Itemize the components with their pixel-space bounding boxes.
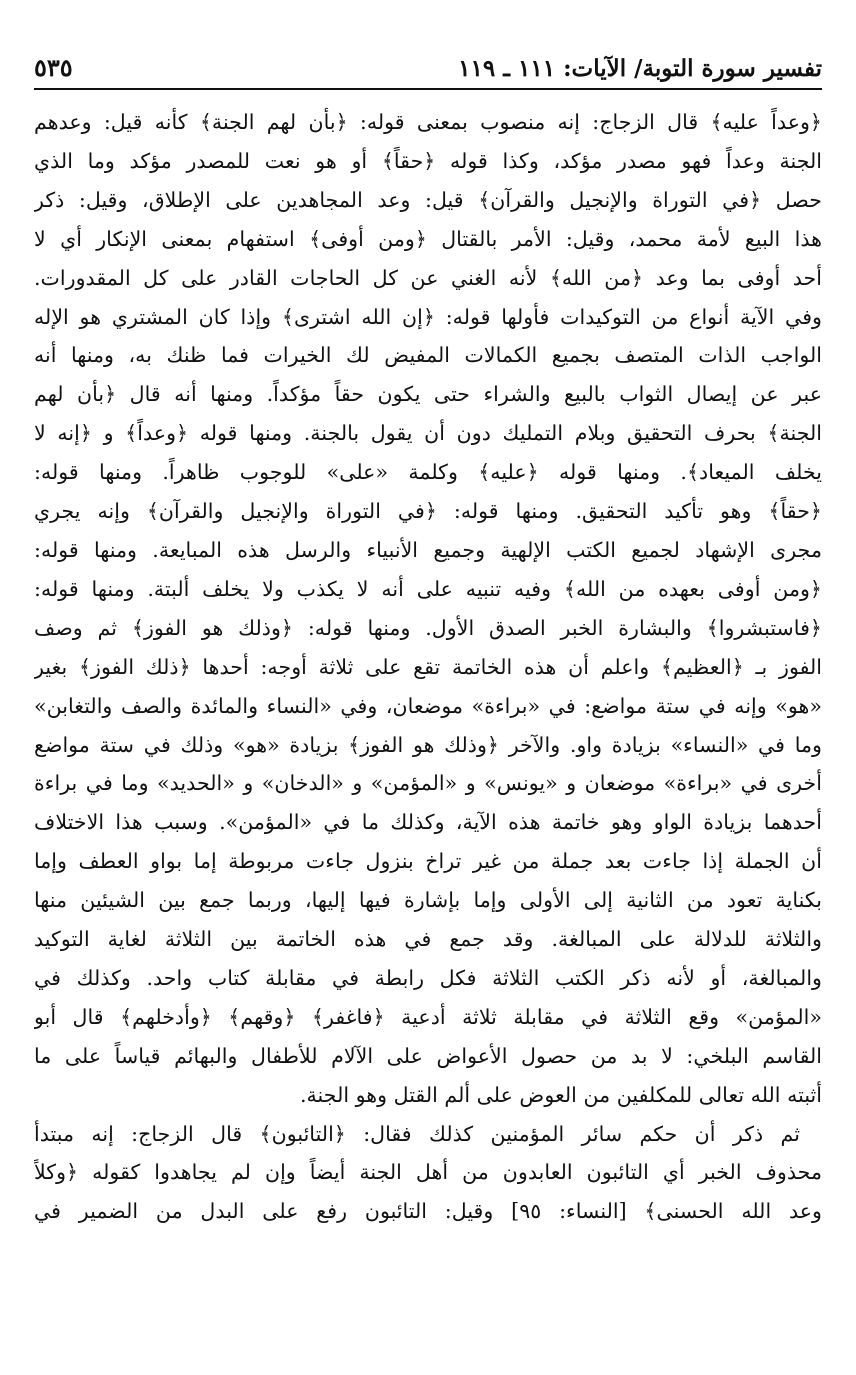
text-line: الجنة﴾ بحرف التحقيق وبلام التمليك دون أن يقول بالجنة. ومنها قوله ﴿وعداً﴾ و ﴿إنه لا [34,421,822,446]
text-line: والمبالغة، أو لأنه ذكر الكتب الثلاثة فكل رابطة في مقابلة كتاب واحد. وكذلك في [34,965,822,990]
paragraph-end-line: أثبته الله تعالى للمكلفين من العوض على ألم القتل وهو الجنة. [299,1082,822,1107]
text-line: ﴿حقاً﴾ وهو تأكيد التحقيق. ومنها قوله: ﴿في التوراة والإنجيل والقرآن﴾ وإنه يجري [34,499,822,524]
text-line: وفي الآية أنواع من التوكيدات فأولها قوله: ﴿إن الله اشترى﴾ وإذا كان المشتري هو الإله [34,304,822,329]
text-line: ﴿وعداً عليه﴾ قال الزجاج: إنه منصوب بمعنى قوله: ﴿بأن لهم الجنة﴾ كأنه قيل: وعدهم [34,110,822,134]
text-line: أن الجملة إذا جاءت بعد جملة من غير تراخ بنزول جاءت مربوطة إما بواو العطف وإما [34,849,822,874]
text-line: وما في «النساء» بزيادة واو. والآخر ﴿وذلك هو الفوز﴾ بزيادة «هو» وذلك في ستة مواضع [34,732,822,757]
text-line: أحدهما بزيادة الواو وهو خاتمة هذه الآية، وكذلك ما في «المؤمن». وسبب هذا الاختلاف [34,810,822,835]
text-line: «هو» وإنه في ستة مواضع: في «براءة» موضعان، وفي «النساء والمائدة والصف والتغابن» [34,693,822,718]
text-line: حصل ﴿في التوراة والإنجيل والقرآن﴾ قيل: وعد المجاهدين على الإطلاق، وقيل: ذكر [34,187,822,212]
text-line: ﴿ومن أوفى بعهده من الله﴾ وفيه تنبيه على أنه لا يكذب ولا يخلف ألبتة. ومنها قوله: [34,576,822,601]
text-line: الواجب الذات المتصف بجميع الكمالات المفيض لك الخيرات فما ظنك به، ومنها أنه [34,343,822,368]
text-line: الجنة وعداً فهو مصدر مؤكد، وكذا قوله ﴿حقاً﴾ أو هو نعت للمصدر مؤكد وما الذي [34,148,822,173]
text-line: يخلف الميعاد﴾. ومنها قوله ﴿عليه﴾ وكلمة «على» للوجوب ظاهراً. ومنها قوله: [34,460,822,485]
text-line: هذا البيع لأمة محمد، وقيل: الأمر بالقتال ﴿ومن أوفى﴾ استفهام بمعنى الإنكار أي لا [34,226,822,251]
page-header [34,50,822,90]
text-line: محذوف الخبر أي التائبون العابدون من أهل الجنة أيضاً وإن لم يجاهدوا كقوله ﴿وكلاً [34,1160,822,1185]
text-line: عبر عن إيصال الثواب بالبيع والشراء حتى يكون حقاً مؤكداً. ومنها أنه قال ﴿بأن لهم [34,382,822,407]
text-line: «المؤمن» وقع الثلاثة في مقابلة ثلاثة أدعية ﴿فاغفر﴾ ﴿وقهم﴾ ﴿وأدخلهم﴾ قال أبو [34,1004,822,1029]
body-text [34,103,822,1231]
running-title: تفسير سورة التوبة/ الآيات: ١١١ ـ ١١٩ [458,55,822,82]
text-line: القاسم البلخي: لا بد من حصول الأعواض على الآلام للأطفال والبهائم قياساً على ما [34,1043,822,1068]
text-line: أخرى في «براءة» موضعان و «يونس» و «المؤمن» و «الدخان» و «الحديد» وما في براءة [34,771,822,796]
text-line: وعد الله الحسنى﴾ [النساء: ٩٥] وقيل: التائبون رفع على البدل من الضمير في [34,1199,822,1224]
text-line: ﴿فاستبشروا﴾ والبشارة الخبر الصدق الأول. ومنها قوله: ﴿وذلك هو الفوز﴾ ثم وصف [34,615,822,640]
text-line: مجرى الإشهاد لجميع الكتب الإلهية وجميع الأنبياء والرسل هذه المبايعة. ومنها قوله: [34,537,822,562]
text-line: والثلاثة للدلالة على المبالغة. وقد جمع في هذه الخاتمة بين الثلاثة لغاية التوكيد [34,927,822,952]
text-line: أحد أوفى بما وعد ﴿من الله﴾ لأنه الغني عن كل الحاجات القادر على كل المقدورات. [34,265,822,290]
paragraph-start-line: ثم ذكر أن حكم سائر المؤمنين كذلك فقال: ﴿التائبون﴾ قال الزجاج: إنه مبتدأ [34,1121,800,1146]
text-line: بكناية تعود من الثانية إلى الأولى وإما بإشارة فيها إليها، وربما جمع بين الشيئين منها [34,888,822,913]
page-number: ٥٣٥ [34,53,73,82]
text-line: الفوز بـ ﴿العظيم﴾ واعلم أن هذه الخاتمة تقع على ثلاثة أوجه: أحدها ﴿ذلك الفوز﴾ بغير [34,654,822,679]
